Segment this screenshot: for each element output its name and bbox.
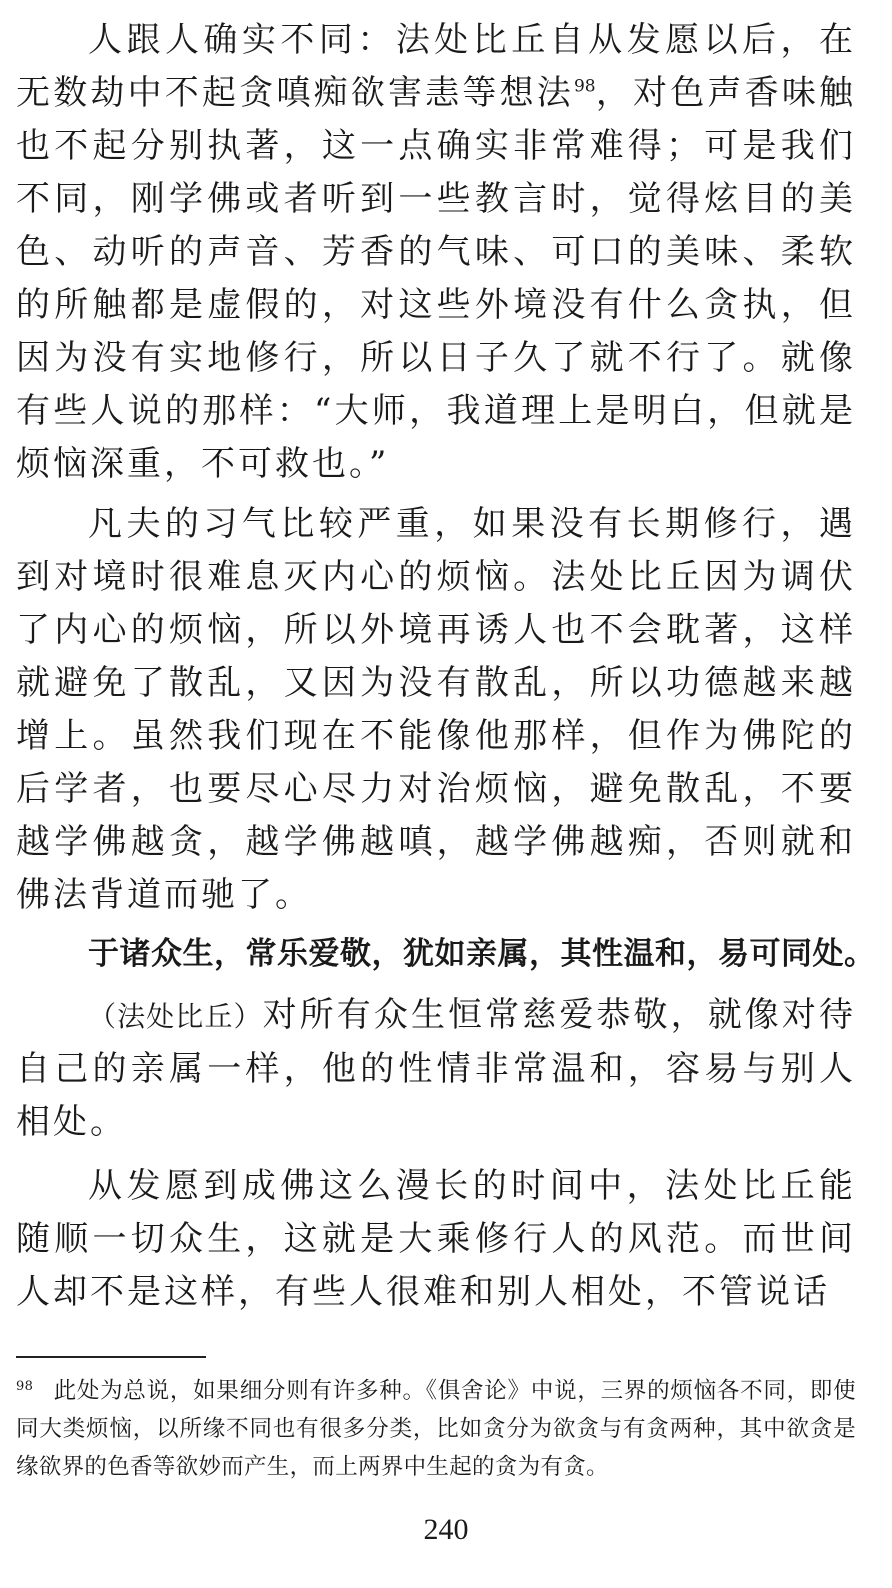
page-number: 240 (423, 1513, 469, 1546)
footnote (16, 1372, 856, 1486)
paragraph-1-text-continued: ，对色声香味触也不起分别执著，这一点确实非常难得；可是我们不同，刚学佛或者听到一些教言时，觉得炫目的美色、动听的声音、芳香的气味、可口的美味、柔软的所触都是虚假的，对这些外境没有什么贪执，但因为没有实地修行，所以日子久了就不行了。就像有些人说的那样：“大师，我道理上是明白，但就是烦恼深重，不可救也。” (16, 73, 857, 484)
footnote-divider (16, 1356, 206, 1358)
paragraph-3-prefix: （法处比丘） (88, 1000, 263, 1033)
paragraph-1 (16, 14, 856, 491)
paragraph-2: 凡夫的习气比较严重，如果没有长期修行，遇到对境时很难息灭内心的烦恼。法处比丘因为调伏了内心的烦恼，所以外境再诱人也不会耽著，这样就避免了散乱，又因为没有散乱，所以功德越来越增上。虽然我们现在不能像他那样，但作为佛陀的后学者，也要尽心尽力对治烦恼，避免散乱，不要越学佛越贪，越学佛越嗔，越学佛越痴，否则就和佛法背道而驰了。 (16, 504, 856, 915)
paragraph-3-text: 对所有众生恒常慈爱恭敬，就像对待自己的亲属一样，他的性情非常温和，容易与别人相处。 (16, 995, 856, 1142)
paragraph-3 (16, 989, 856, 1149)
verse-line: 于诸众生，常乐爱敬，犹如亲属，其性温和，易可同处。 (88, 936, 876, 972)
footnote-text: 此处为总说，如果细分则有许多种。《俱舍论》中说，三界的烦恼各不同，即使同大类烦恼，以所缘不同也有很多分类，比如贪分为欲贪与有贪两种，其中欲贪是缘欲界的色香等欲妙而产生，而上两界中生起的贪为有贪。 (16, 1378, 856, 1480)
footnote-number: 98 (16, 1378, 34, 1394)
paragraph-4: 从发愿到成佛这么漫长的时间中，法处比丘能随顺一切众生，这就是大乘修行人的风范。而世间人却不是这样，有些人很难和别人相处，不管说话 (16, 1166, 856, 1312)
footnote-reference[interactable]: 98 (573, 76, 596, 97)
paragraph-1-text: 人跟人确实不同：法处比丘自从发愿以后，在无数劫中不起贪嗔痴欲害恚等想法 (16, 20, 856, 113)
